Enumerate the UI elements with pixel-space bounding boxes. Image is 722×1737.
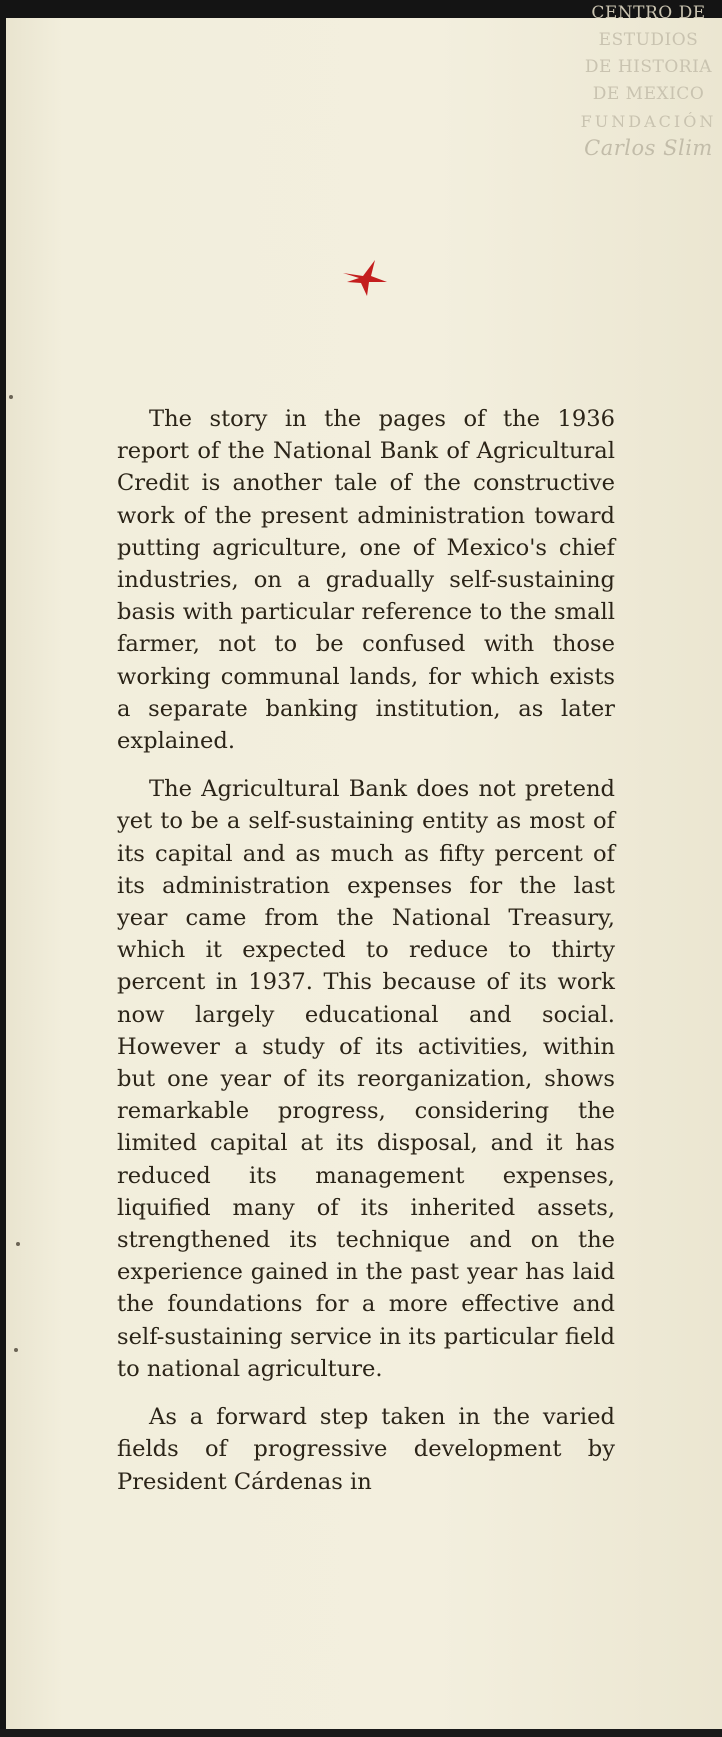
red-star-ornament-icon	[341, 256, 389, 298]
margin-speck	[14, 1348, 18, 1352]
watermark-line-4: DE MEXICO	[592, 84, 705, 104]
article-body	[117, 403, 615, 1498]
watermark-line-3: DE HISTORIA	[584, 57, 713, 77]
paragraph-3: As a forward step taken in the varied fields of progressive development by President Cárdenas in	[117, 1404, 615, 1495]
margin-speck	[9, 395, 13, 399]
paragraph-2: The Agricultural Bank does not pretend yet to be a self-sustaining entity as most of its capital and as much as fifty percent of its administration expenses for the last year came from the National Treasury, which it expected to reduce to thirty percent in 1937. This because of its work now largely educational and social. However a study of its activities, within but one year of its reorganization, shows remarkable progress, considering the limited capital at its disposal, and it has reduced its management expenses, liquified many of its inherited assets, strengthened its technique and on the experience gained in the past year has laid the foundations for a more effective and self-sustaining service in its particular field to national agriculture.	[117, 776, 615, 1382]
paper-sheet	[6, 18, 722, 1730]
archive-watermark	[575, 0, 722, 162]
watermark-signature: Carlos Slim	[584, 136, 713, 160]
paragraph-1: The story in the pages of the 1936 report of the National Bank of Agricultural Credit is another tale of the constructive work of the present administration toward putting agriculture, one of Mexico's chief industries, on a gradually self-sustaining basis with particular reference to the small farmer, not to be confused with those working communal lands, for which exists a separate banking institution, as later explained.	[117, 406, 615, 755]
watermark-foundation: FUNDACIÓN	[580, 112, 717, 131]
scan-edge	[0, 1729, 722, 1737]
watermark-line-2: ESTUDIOS	[598, 30, 699, 50]
watermark-line-1: CENTRO DE	[591, 3, 706, 23]
margin-speck	[16, 1242, 20, 1246]
